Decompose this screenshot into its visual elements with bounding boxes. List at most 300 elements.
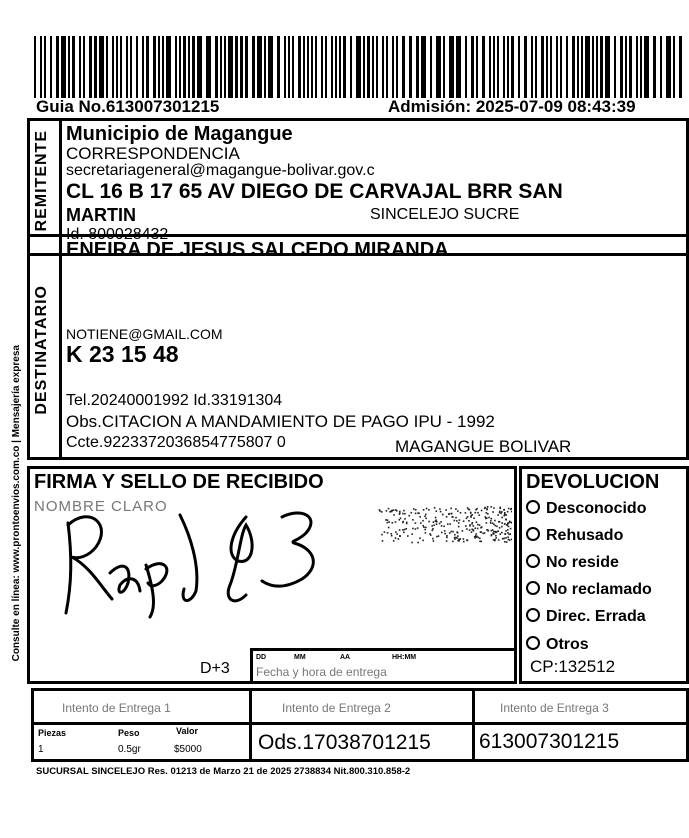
stamp-dot (463, 520, 465, 522)
barcode-bar (40, 36, 42, 98)
stamp-dot (503, 509, 505, 511)
stamp-dot (391, 533, 393, 535)
stamp-dot (402, 513, 404, 515)
stamp-dot (456, 537, 458, 539)
remitente-address-2: MARTIN (66, 205, 136, 225)
radio-circle-icon (526, 581, 540, 595)
stamp-dot (495, 537, 497, 539)
stamp-dot (463, 538, 465, 540)
stamp-dot (460, 538, 462, 540)
piezas-value: 1 (38, 744, 44, 755)
stamp-dot (452, 516, 454, 518)
stamp-dot (500, 513, 502, 515)
remitente-dept: CORRESPONDENCIA (66, 144, 240, 163)
stamp-dot (455, 508, 457, 510)
stamp-dot (480, 527, 482, 529)
barcode-bar (350, 36, 352, 98)
stamp-dot (477, 528, 479, 530)
barcode-bar (409, 36, 412, 98)
fecha-hora-label: Fecha y hora de entrega (256, 665, 387, 679)
stamp-dot (451, 531, 453, 533)
stamp-dot (404, 518, 406, 520)
stamp-dot (491, 530, 493, 532)
stamp-dot (504, 515, 506, 517)
stamp-dot (395, 521, 397, 523)
stamp-dot (423, 509, 425, 511)
stamp-dot (441, 525, 443, 527)
stamp-dot (511, 511, 512, 513)
stamp-dot (504, 512, 506, 514)
barcode-bar (268, 36, 273, 98)
barcode-bar (356, 36, 361, 98)
barcode-bar (679, 36, 682, 98)
fecha-hhmm: HH:MM (392, 654, 417, 661)
stamp-dot (387, 519, 389, 521)
stamp-dot (420, 522, 422, 524)
stamp-dot (407, 535, 409, 537)
stamp-dot (387, 522, 389, 524)
stamp-dot (433, 521, 435, 523)
stamp-dot (446, 537, 448, 539)
stamp-dot (505, 518, 507, 520)
barcode-bar (130, 36, 132, 98)
stamp-dot (490, 520, 492, 522)
guia-number-bottom: 613007301215 (479, 730, 620, 753)
barcode-bar (50, 36, 52, 98)
barcode-bar (89, 36, 92, 98)
stamp-dot (508, 508, 510, 510)
barcode-bar (660, 36, 662, 98)
stamp-dot (473, 525, 475, 527)
stamp-dot (469, 529, 471, 531)
devolucion-option-desconocido: Desconocido (526, 500, 646, 518)
stamp-dot (399, 529, 401, 531)
stamp-dot (509, 521, 511, 523)
stamp-dot (433, 540, 435, 542)
barcode-bar (644, 36, 649, 98)
intento-3-label: Intento de Entrega 3 (500, 701, 609, 715)
barcode-bar (162, 36, 164, 98)
stamp-dot (439, 523, 441, 525)
stamp-dot (402, 522, 404, 524)
barcode-bar (264, 36, 266, 98)
stamp-dot (403, 510, 405, 512)
barcode-bar (206, 36, 211, 98)
barcode-bar (61, 36, 66, 98)
stamp-dot (476, 521, 478, 523)
devolucion-option-no-reside: No reside (526, 554, 619, 572)
stamp-dot (499, 511, 501, 513)
stamp-dot (433, 524, 435, 526)
barcode-bar (224, 36, 226, 98)
barcode-bar (402, 36, 405, 98)
stamp-dot (493, 524, 495, 526)
stamp-dot (452, 541, 454, 543)
stamp-dot (477, 512, 479, 514)
stamp-dot (466, 518, 468, 520)
stamp-dot (490, 522, 492, 524)
stamp-dot (486, 522, 488, 524)
stamp-dot (419, 516, 421, 518)
barcode-bar (363, 36, 365, 98)
stamp-dot (449, 523, 451, 525)
barcode-bar (577, 36, 579, 98)
stamp-dot (446, 540, 448, 542)
stamp-dot (479, 541, 481, 543)
peso-label: Peso (118, 728, 140, 738)
stamp-dot (454, 520, 456, 522)
stamp-dot (428, 509, 430, 511)
barcode-bar (126, 36, 128, 98)
stamp-dot (487, 513, 489, 515)
stamp-dot (501, 517, 503, 519)
barcode-bar (335, 36, 337, 98)
barcode-bar (331, 36, 333, 98)
barcode-bar (179, 36, 181, 98)
stamp-dot (436, 510, 438, 512)
nombre-claro-label: NOMBRE CLARO (34, 498, 168, 515)
barcode-bar (471, 36, 474, 98)
firma-title: FIRMA Y SELLO DE RECIBIDO (34, 471, 324, 493)
barcode-bar (235, 36, 238, 98)
stamp-dot (491, 518, 493, 520)
radio-circle-icon (526, 554, 540, 568)
stamp-dot (463, 541, 465, 543)
stamp-dot (388, 508, 390, 510)
stamp-dot (507, 529, 509, 531)
stamp-dot (506, 541, 508, 543)
barcode-bar (456, 36, 461, 98)
stamp-dot (422, 540, 424, 542)
stamp-dot (438, 535, 440, 537)
destinatario-label: DESTINATARIO (33, 285, 50, 415)
stamp-dot (411, 512, 413, 514)
barcode-bar (581, 36, 583, 98)
stamp-dot (440, 511, 442, 513)
barcode-bar (44, 36, 46, 98)
barcode-bar (636, 36, 638, 98)
barcode-bar (666, 36, 671, 98)
barcode-bar (288, 36, 290, 98)
stamp-dot (494, 539, 496, 541)
guia-number: Guia No.613007301215 (36, 97, 220, 116)
barcode-bar (307, 36, 309, 98)
barcode-bar (34, 36, 36, 98)
stamp-dot (469, 524, 471, 526)
stamp-dot (446, 516, 448, 518)
barcode-bar (507, 36, 509, 98)
stamp-dot (396, 510, 398, 512)
stamp-dot (424, 529, 426, 531)
barcode-bar (560, 36, 562, 98)
remitente-id: Id. 800028432 (66, 226, 169, 243)
barcode-bar (673, 36, 675, 98)
stamp-dot (452, 531, 454, 533)
radio-circle-icon (526, 500, 540, 514)
barcode-bar (392, 36, 394, 98)
stamp-dot (477, 524, 479, 526)
stamp-dot (504, 533, 506, 535)
remitente-name: Municipio de Magangue (66, 123, 293, 145)
stamp-dot (393, 514, 395, 516)
stamp-dot (507, 536, 509, 538)
barcode-bar (614, 36, 616, 98)
barcode-bar (421, 36, 426, 98)
stamp-dot (487, 506, 489, 508)
barcode-bar (192, 36, 195, 98)
stamp-dot (487, 530, 489, 532)
stamp-dot (426, 508, 428, 510)
stamp-dot (399, 519, 401, 521)
stamp-dot (439, 508, 441, 510)
stamp-dot (436, 536, 438, 538)
barcode-bar (620, 36, 623, 98)
stamp-dot (387, 532, 389, 534)
stamp-dot (379, 510, 381, 512)
stamp-dot (494, 520, 496, 522)
piezas-label: Piezas (38, 728, 67, 738)
barcode-bar (325, 36, 327, 98)
stamp-dot (491, 534, 493, 536)
stamp-dot (495, 525, 497, 527)
stamp-dot (467, 516, 469, 518)
stamp-dot (499, 521, 501, 523)
barcode-bar (386, 36, 388, 98)
barcode-bar (546, 36, 548, 98)
barcode-bar (146, 36, 149, 98)
barcode-bar (112, 36, 114, 98)
fecha-aa: AA (340, 654, 351, 661)
stamp-dot (491, 506, 493, 508)
stamp-dot (441, 532, 443, 534)
stamp-dot (497, 530, 499, 532)
barcode-bar (629, 36, 632, 98)
intento-1-label: Intento de Entrega 1 (62, 701, 171, 715)
stamp-dot (428, 521, 430, 523)
stamp-dot (479, 538, 481, 540)
stamp-dot (481, 510, 483, 512)
stamp-smudge (378, 500, 512, 548)
stamp-dot (479, 514, 481, 516)
stamp-dot (472, 522, 474, 524)
barcode-bar (298, 36, 301, 98)
stamp-dot (399, 512, 401, 514)
stamp-dot (470, 512, 472, 514)
barcode-bar (142, 36, 144, 98)
barcode-bar (79, 36, 81, 98)
barcode-bar (158, 36, 160, 98)
stamp-dot (393, 509, 395, 511)
stamp-dot (506, 514, 508, 516)
stamp-dot (432, 530, 434, 532)
cp-code: CP:132512 (530, 657, 616, 676)
stamp-dot (508, 526, 510, 528)
stamp-dot (486, 508, 488, 510)
barcode-bar (311, 36, 313, 98)
stamp-dot (480, 531, 482, 533)
stamp-dot (412, 519, 414, 521)
valor-label: Valor (176, 726, 199, 736)
stamp-dot (411, 542, 413, 544)
barcode-bar (116, 36, 118, 98)
barcode-bar (524, 36, 527, 98)
stamp-dot (456, 520, 458, 522)
barcode-bar (321, 36, 323, 98)
stamp-dot (508, 534, 510, 536)
stamp-dot (435, 517, 437, 519)
barcode-bar (56, 36, 59, 98)
stamp-dot (492, 511, 494, 513)
remitente-address: CL 16 B 17 65 AV DIEGO DE CARVAJAL BRR SAN (66, 180, 563, 203)
barcode-bar (566, 36, 568, 98)
stamp-dot (425, 514, 427, 516)
stamp-dot (454, 538, 456, 540)
barcode-bar (376, 36, 378, 98)
barcode-bar (228, 36, 233, 98)
stamp-dot (458, 539, 460, 541)
stamp-dot (388, 527, 390, 529)
stamp-dot (496, 526, 498, 528)
stamp-dot (459, 519, 461, 521)
barcode-bar (416, 36, 419, 98)
stamp-dot (443, 526, 445, 528)
barcode (34, 36, 686, 98)
stamp-dot (465, 525, 467, 527)
stamp-dot (468, 520, 470, 522)
stamp-dot (456, 531, 458, 533)
stamp-dot (396, 533, 398, 535)
stamp-dot (417, 527, 419, 529)
stamp-dot (388, 521, 390, 523)
stamp-dot (422, 525, 424, 527)
stamp-dot (499, 527, 501, 529)
stamp-dot (498, 539, 500, 541)
ods-number: Ods.17038701215 (258, 731, 431, 754)
intentos-divider-v1 (249, 688, 252, 762)
d3-label: D+3 (200, 660, 230, 677)
stamp-dot (413, 508, 415, 510)
barcode-bar (430, 36, 432, 98)
stamp-dot (418, 513, 420, 515)
barcode-bar (367, 36, 370, 98)
radio-circle-icon (526, 527, 540, 541)
stamp-dot (488, 517, 490, 519)
stamp-dot (412, 528, 414, 530)
stamp-dot (467, 507, 469, 509)
stamp-dot (504, 538, 506, 540)
stamp-dot (485, 518, 487, 520)
stamp-dot (425, 518, 427, 520)
stamp-dot (512, 522, 513, 524)
stamp-dot (404, 529, 406, 531)
stamp-dot (382, 540, 384, 542)
stamp-dot (434, 507, 436, 509)
stamp-dot (404, 513, 406, 515)
stamp-dot (457, 535, 459, 537)
stamp-dot (442, 514, 444, 516)
stamp-dot (392, 522, 394, 524)
stamp-dot (398, 538, 400, 540)
barcode-bar (493, 36, 495, 98)
barcode-bar (640, 36, 642, 98)
stamp-dot (457, 510, 459, 512)
barcode-bar (215, 36, 218, 98)
stamp-dot (471, 531, 473, 533)
stamp-dot (502, 538, 504, 540)
stamp-dot (474, 528, 476, 530)
stamp-dot (419, 537, 421, 539)
stamp-dot (504, 541, 506, 543)
radio-circle-icon (526, 636, 540, 650)
stamp-dot (511, 508, 512, 510)
barcode-bar (600, 36, 603, 98)
barcode-bar (596, 36, 598, 98)
stamp-dot (445, 509, 447, 511)
stamp-dot (458, 522, 460, 524)
barcode-bar (476, 36, 478, 98)
stamp-dot (495, 532, 497, 534)
stamp-dot (454, 537, 456, 539)
stamp-dot (492, 533, 494, 535)
stamp-dot (422, 520, 424, 522)
stamp-dot (467, 540, 469, 542)
stamp-dot (501, 511, 503, 513)
remitente-city: SINCELEJO SUCRE (370, 206, 520, 223)
barcode-bar (83, 36, 85, 98)
stamp-dot (479, 524, 481, 526)
stamp-dot (499, 507, 501, 509)
stamp-dot (384, 531, 386, 533)
barcode-bar (343, 36, 346, 98)
stamp-dot (391, 535, 393, 537)
stamp-dot (475, 509, 477, 511)
stamp-dot (402, 529, 404, 531)
stamp-dot (408, 515, 410, 517)
barcode-bar (277, 36, 280, 98)
handwritten-signature (50, 495, 340, 620)
stamp-dot (465, 512, 467, 514)
barcode-bar (72, 36, 75, 98)
sidebar-url-text: Consulte en línea: www.prontoenvios.com.co | Mensajería expresa (11, 345, 22, 662)
stamp-dot (475, 512, 477, 514)
stamp-dot (475, 533, 477, 535)
barcode-bar (136, 36, 138, 98)
stamp-dot (450, 508, 452, 510)
stamp-dot (507, 511, 509, 513)
destinatario-name: ENEIRA DE JESUS SALCEDO MIRANDA (66, 239, 449, 261)
stamp-dot (469, 509, 471, 511)
barcode-bar (220, 36, 222, 98)
fecha-dd: DD (256, 654, 267, 661)
stamp-dot (451, 513, 453, 515)
stamp-dot (432, 528, 434, 530)
barcode-bar (396, 36, 398, 98)
destinatario-ccte: Ccte.9223372036854775807 0 (66, 434, 286, 451)
stamp-dot (386, 510, 388, 512)
stamp-dot (462, 530, 464, 532)
barcode-bar (482, 36, 485, 98)
barcode-bar (592, 36, 594, 98)
stamp-dot (399, 511, 401, 513)
stamp-dot (393, 540, 395, 542)
destinatario-address: K 23 15 48 (66, 341, 179, 367)
barcode-bar (197, 36, 202, 98)
barcode-bar (245, 36, 248, 98)
barcode-bar (372, 36, 374, 98)
stamp-dot (446, 535, 448, 537)
stamp-dot (423, 526, 425, 528)
destinatario-city: MAGANGUE BOLIVAR (395, 437, 572, 456)
